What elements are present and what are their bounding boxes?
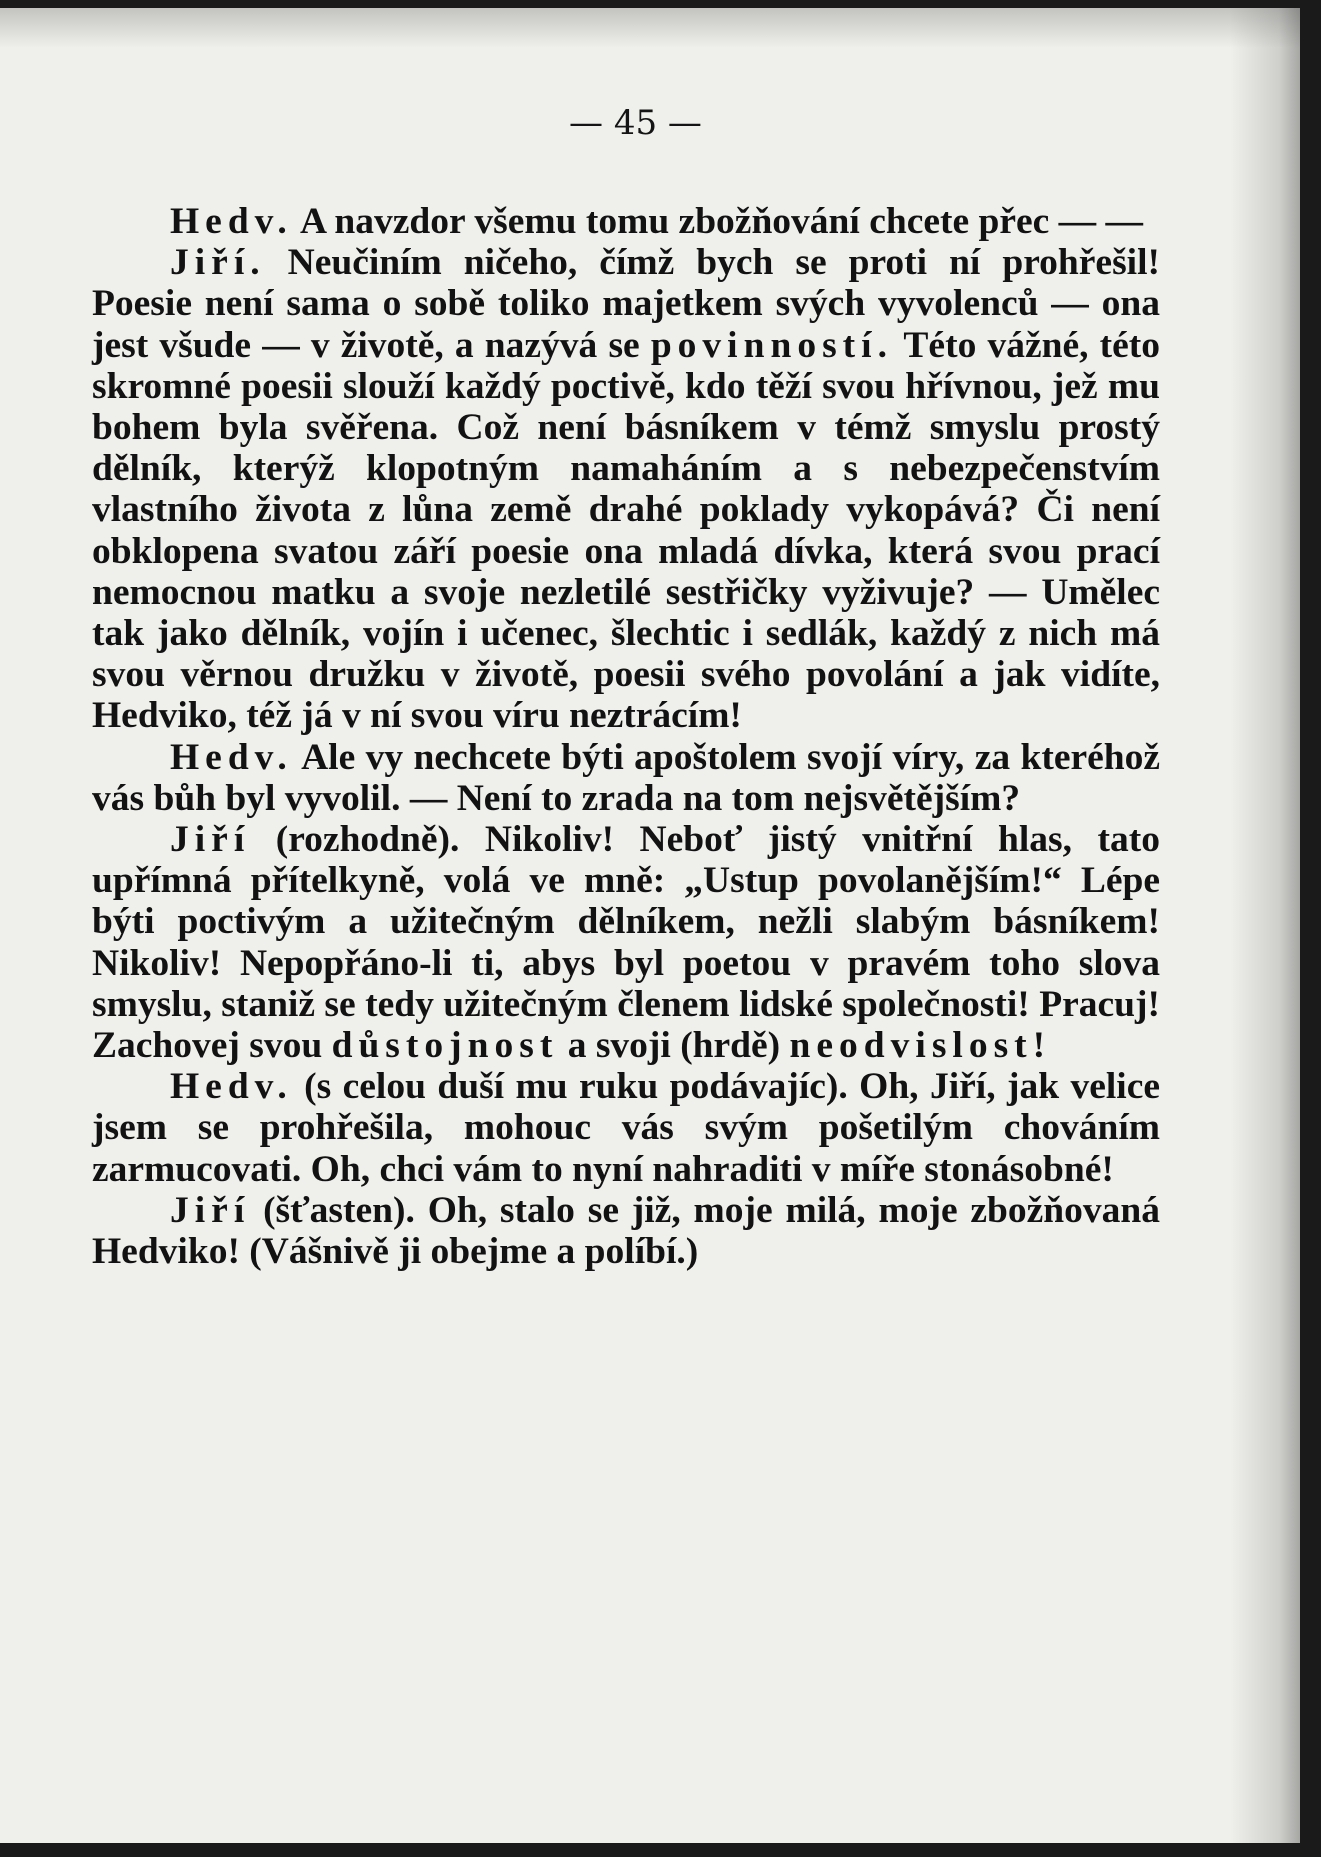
paragraph: [92, 1066, 1160, 1190]
speaker-name: Jiří: [170, 1189, 251, 1231]
speaker-name: Hedv.: [170, 1066, 293, 1108]
paragraph: [92, 1190, 1160, 1272]
book-page: [0, 8, 1300, 1843]
dialogue-text: (s celou duší mu ruku podávajíc). Oh, Jiří, jak velice jsem se prohřešila, mohouc vás svým pošetilým chováním zarmucovati. Oh, chci vám to nyní nahraditi v míře stonásobné!: [92, 1066, 1161, 1190]
scan-top-shadow: [0, 8, 1300, 48]
page-number: — 45 —: [569, 103, 702, 143]
dialogue-text: (šťasten). Oh, stalo se již, moje milá, moje zbožňovaná Hedviko! (Vášnivě ji obejme a políbí.): [92, 1189, 1161, 1273]
paragraph: [92, 201, 1160, 242]
scan-edge-shadow: [1230, 8, 1300, 1843]
dialogue-text: (rozhodně). Nikoliv! Neboť jistý vnitřní hlas, tato upřímná přítelkyně, volá ve mně: „Ustup povolanějším!“ Lépe býti poctivým a užitečným dělníkem, nežli slabým básníkem! Nikoliv! Nepopřáno-li ti, abys byl poetou v pravém toho slova smyslu, staniž se tedy užitečným členem lidské společnosti! Pracuj! Zachovej svou: [92, 819, 1160, 1067]
paragraph: [92, 737, 1160, 819]
speaker-name: Jiří.: [170, 242, 266, 284]
emphasized-word: důstojnost: [331, 1025, 559, 1067]
paragraph: [92, 819, 1160, 1066]
speaker-name: Hedv.: [170, 201, 293, 242]
emphasized-word: povinností.: [650, 324, 893, 366]
dialogue-text: a svoji (hrdě): [567, 1025, 781, 1067]
speaker-name: Jiří: [170, 819, 251, 861]
emphasized-word: neodvislost!: [789, 1025, 1052, 1067]
body-text: [92, 201, 1160, 1272]
paragraph: [92, 242, 1160, 736]
dialogue-text: A navzdor všemu tomu zbožňování chcete přec — —: [300, 201, 1144, 242]
dialogue-text: Neučiním ničeho, čímž bych se proti ní prohřešil! Poesie není sama o sobě toliko majetkem svých vyvolenců — ona jest všude — v životě, a nazývá se: [92, 242, 1160, 366]
dialogue-text: Ale vy nechcete býti apoštolem svojí víry, za kteréhož vás bůh byl vyvolil. — Není to zrada na tom nejsvětějším?: [92, 736, 1161, 819]
dialogue-text: Této vážné, této skromné poesii slouží každý poctivě, kdo těží svou hřívnou, jež mu bohem byla svěřena. Což není básníkem v témž smyslu prostý dělník, kterýž klopotným namaháním a s nebezpečenstvím vlastního života z lůna země drahé poklady vykopává? Či není obklopena svatou září poesie ona mladá dívka, která svou prací nemocnou matku a svoje nezletilé sestřičky vyživuje? — Umělec tak jako dělník, vojín i učenec, šlechtic i sedlák, každý z nich má svou věrnou družku v životě, poesii svého povolání a jak vidíte, Hedviko, též já v ní svou víru neztrácím!: [92, 324, 1160, 737]
speaker-name: Hedv.: [170, 736, 293, 778]
